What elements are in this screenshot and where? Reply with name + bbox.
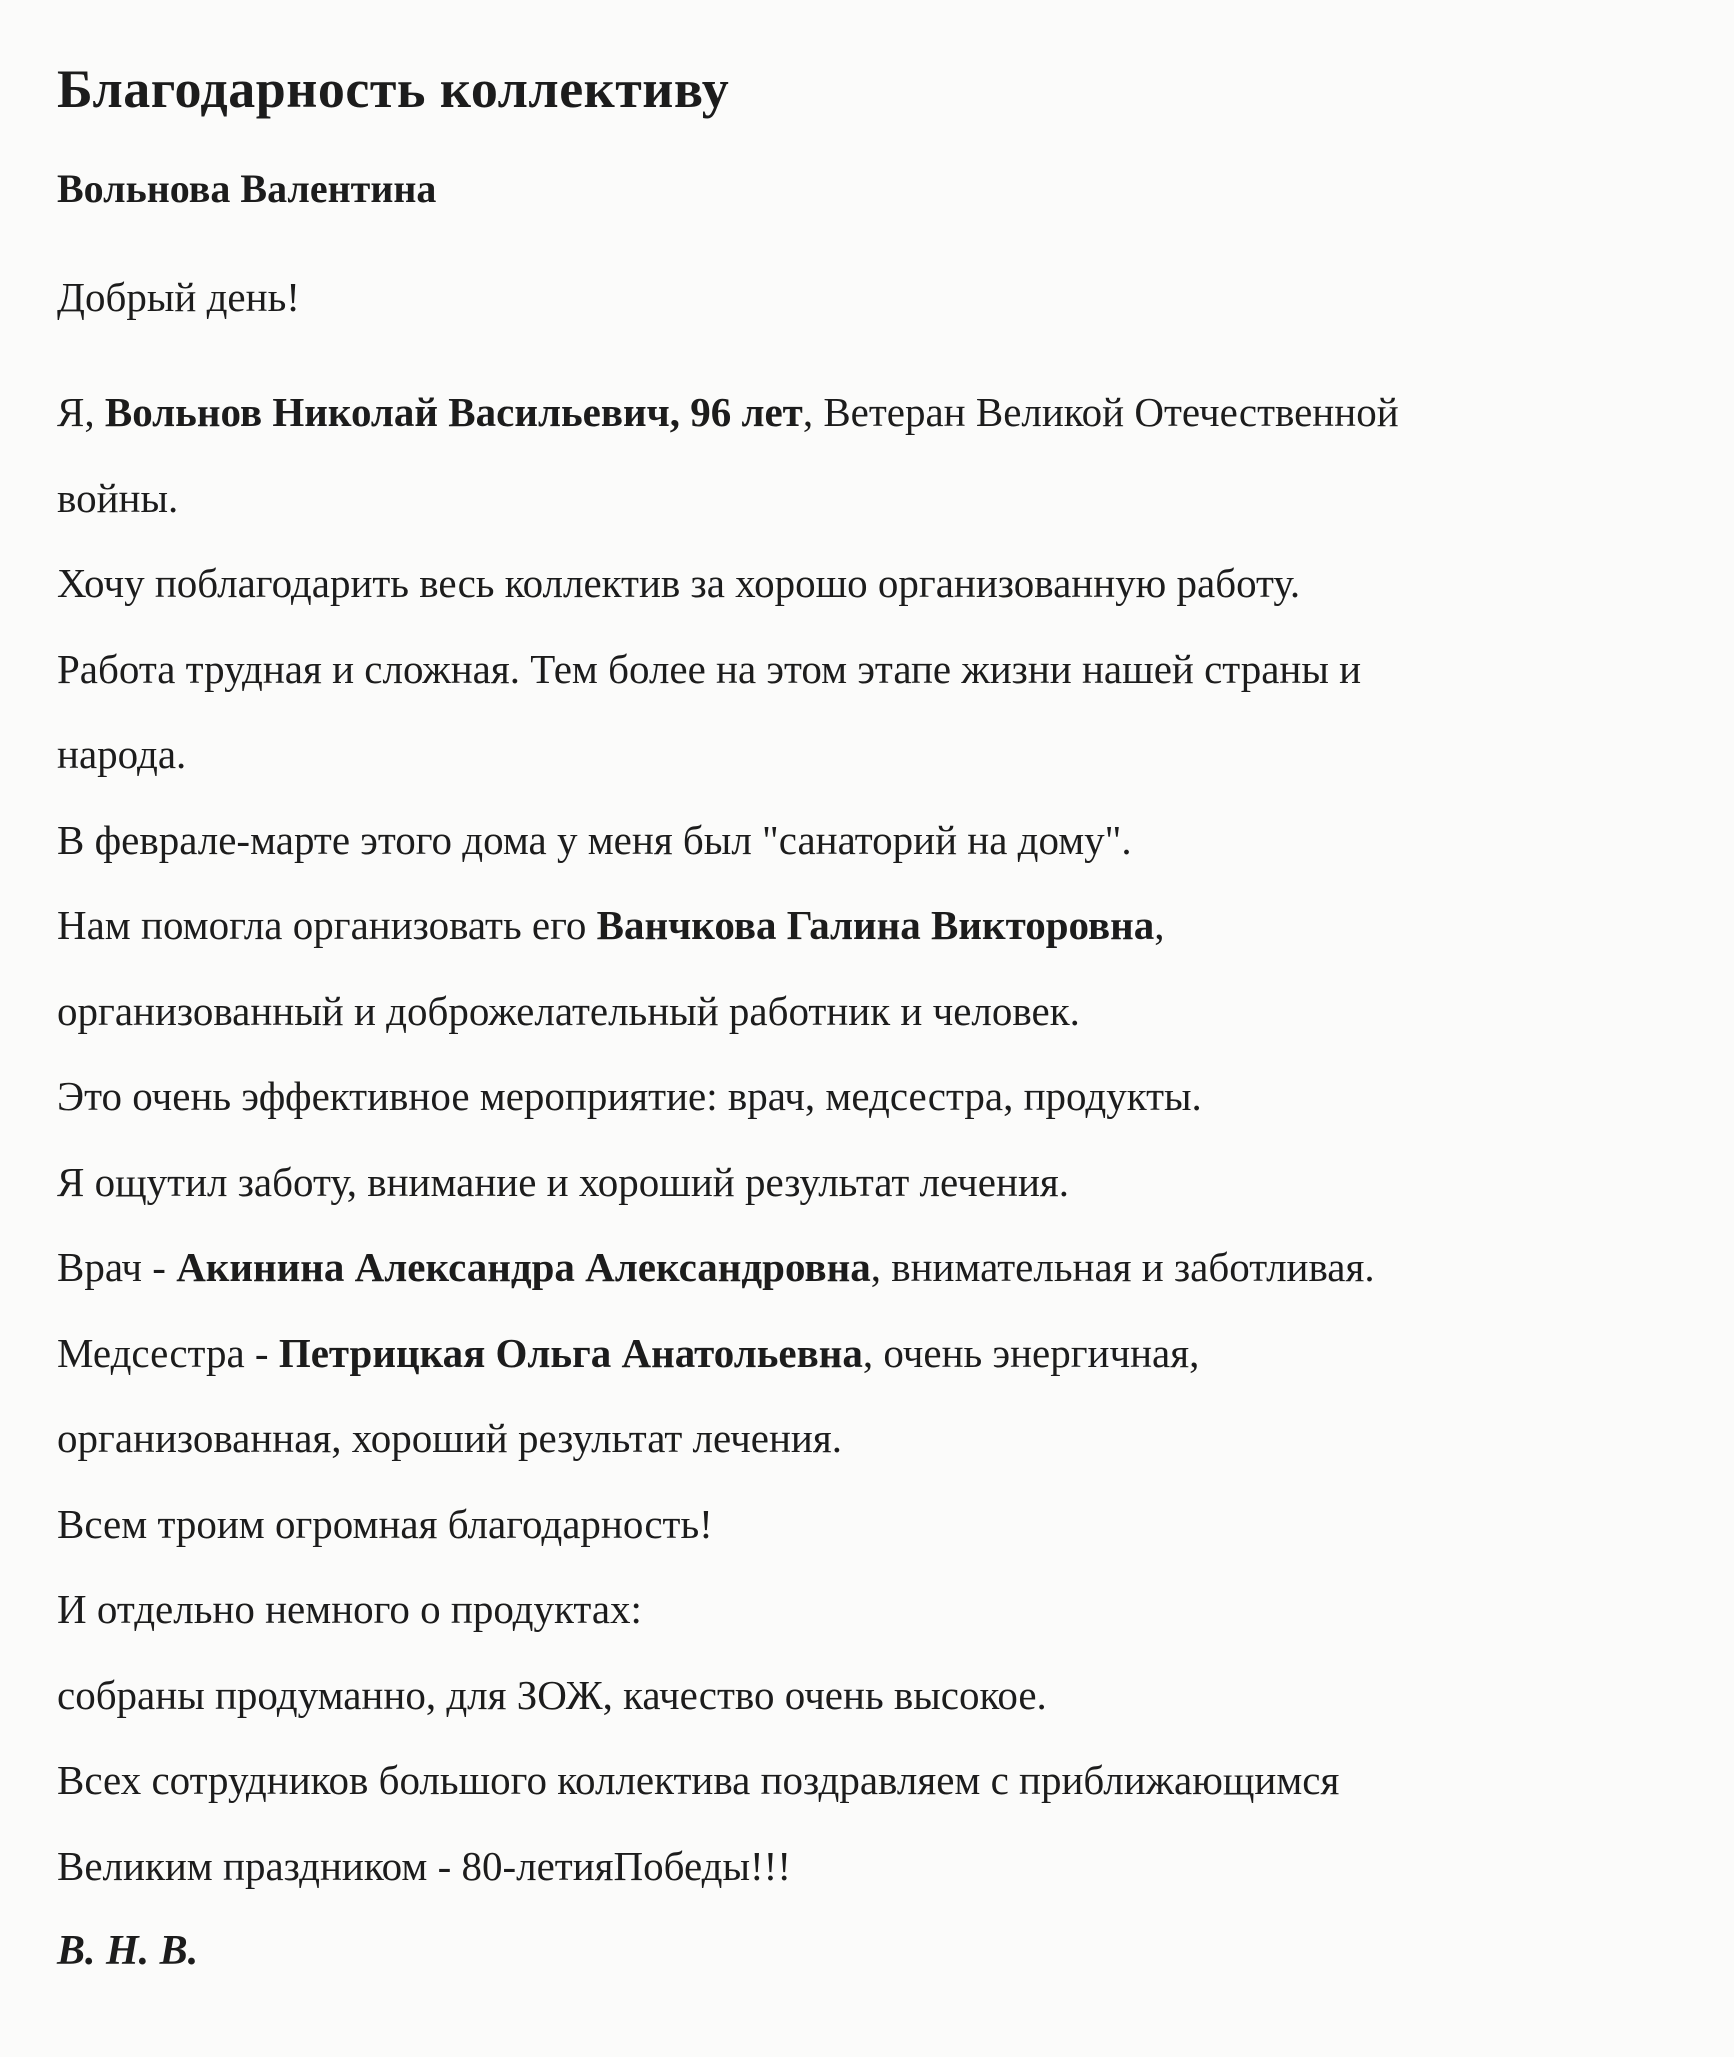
paragraph-line: Я ощутил заботу, внимание и хороший результат лечения.: [57, 1158, 1069, 1205]
paragraph-line: организованная, хороший результат лечения.: [57, 1415, 842, 1461]
intro-prefix: Я,: [57, 389, 105, 435]
intro-line: [57, 370, 1674, 456]
intro-continuation: войны.: [57, 474, 179, 521]
organizer-suffix: ,: [1154, 902, 1165, 948]
paragraph-line: народа.: [57, 731, 187, 777]
intro-suffix: , Ветеран Великой Отечественной: [802, 389, 1399, 435]
signature: В. Н. В.: [57, 1928, 199, 1974]
organizer-line: [57, 883, 1674, 969]
letter-title: Благодарность коллективу: [57, 59, 730, 119]
nurse-prefix: Медсестра -: [57, 1329, 279, 1376]
paragraph-line: Работа трудная и сложная. Тем более на этом этапе жизни нашей страны и: [57, 645, 1362, 692]
veteran-name: Вольнов Николай Васильевич, 96 лет: [104, 389, 803, 435]
paragraph-line: Хочу поблагодарить весь коллектив за хорошо организованную работу.: [57, 560, 1301, 606]
paragraph-line: И отдельно немного о продуктах:: [57, 1586, 642, 1632]
letter-author: Вольнова Валентина: [57, 166, 437, 211]
paragraph-line: Великим праздником - 80-летияПобеды!!!: [57, 1842, 791, 1889]
paragraph-line: В феврале-марте этого дома у меня был "санаторий на дому".: [57, 816, 1132, 863]
greeting: Добрый день!: [57, 274, 300, 320]
nurse-suffix: , очень энергичная,: [862, 1329, 1200, 1376]
organizer-prefix: Нам помогла организовать его: [57, 902, 597, 948]
paragraph-line: организованный и доброжелательный работник и человек.: [57, 987, 1080, 1034]
doctor-line: [57, 1225, 1674, 1311]
paragraph-line: Всем троим огромная благодарность!: [57, 1500, 713, 1547]
doctor-prefix: Врач -: [57, 1244, 177, 1290]
paragraph-line: Это очень эффективное мероприятие: врач, медсестра, продукты.: [57, 1073, 1202, 1119]
nurse-name: Петрицкая Ольга Анатольевна: [278, 1329, 863, 1376]
paragraph-line: Всех сотрудников большого коллектива поздравляем с приближающимся: [57, 1757, 1340, 1803]
doctor-name: Акинина Александра Александровна: [176, 1244, 871, 1290]
doctor-suffix: , внимательная и заботливая.: [870, 1244, 1375, 1290]
nurse-line: [57, 1311, 1674, 1397]
organizer-name: Ванчкова Галина Викторовна: [596, 902, 1155, 948]
paragraph-line: собраны продуманно, для ЗОЖ, качество очень высокое.: [57, 1671, 1047, 1718]
letter-body: [57, 370, 1674, 1995]
